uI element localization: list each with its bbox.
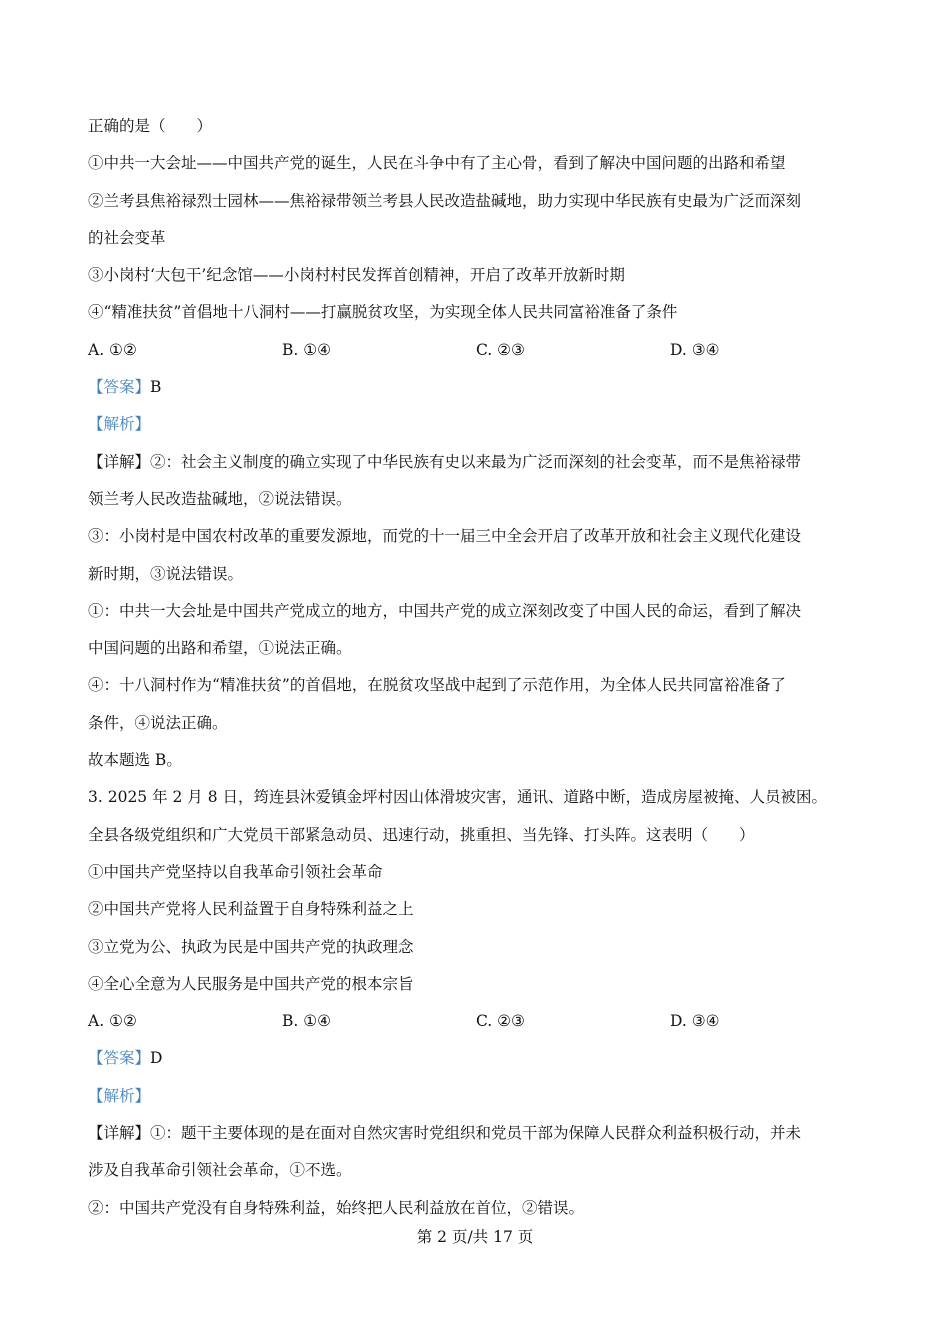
q2-detail-3: ①：中共一大会址是中国共产党成立的地方，中国共产党的成立深刻改变了中国人民的命运，看到了解决 <box>88 601 802 620</box>
page-footer: 第 2 页/共 17 页 <box>416 1228 534 1246</box>
q2-detail-3-cont: 中国问题的出路和希望，①说法正确。 <box>88 639 352 658</box>
answer-value: D <box>150 1049 163 1068</box>
q2-statement-2: ②兰考县焦裕禄烈士园林——焦裕禄带领兰考县人民改造盐碱地，助力实现中华民族有史最为广泛而深刻 <box>88 191 802 210</box>
detail-label: 【详解】 <box>88 1124 151 1143</box>
q3-option-d: D. ③④ <box>670 1012 720 1031</box>
q2-option-a: A. ①② <box>88 340 137 359</box>
answer-label: 【答案】 <box>88 378 151 397</box>
q2-answer <box>88 369 878 406</box>
q3-stem: 3. 2025 年 2 月 8 日，筠连县沐爱镇金坪村因山体滑坡灾害，通讯、道路中断，造成房屋被掩、人员被困。 <box>88 788 828 807</box>
q3-detail-1-cont: 涉及自我革命引领社会革命，①不选。 <box>88 1161 352 1180</box>
answer-label: 【答案】 <box>88 1049 151 1068</box>
q2-detail-2: ③：小岗村是中国农村改革的重要发源地，而党的十一届三中全会开启了改革开放和社会主义现代化建设 <box>88 527 802 546</box>
detail-text: ②：社会主义制度的确立实现了中华民族有史以来最为广泛而深刻的社会变革，而不是焦裕禄带 <box>150 452 802 471</box>
q2-detail-4: ④：十八洞村作为“精准扶贫”的首倡地，在脱贫攻坚战中起到了示范作用，为全体人民共同富裕准备了 <box>88 676 786 695</box>
q2-statement-4: ④“精准扶贫”首倡地十八洞村——打赢脱贫攻坚，为实现全体人民共同富裕准备了条件 <box>88 303 678 322</box>
q2-statement-3: ③小岗村‘大包干’纪念馆——小岗村村民发挥首创精神，开启了改革开放新时期 <box>88 266 625 285</box>
q2-options <box>88 332 878 369</box>
detail-text: ①：题干主要体现的是在面对自然灾害时党组织和党员干部为保障人民群众利益积极行动，并未 <box>150 1124 802 1143</box>
q2-option-d: D. ③④ <box>670 340 720 359</box>
q3-stem-cont: 全县各级党组织和广大党员干部紧急动员、迅速行动，挑重担、当先锋、打头阵。这表明（ ） <box>88 825 755 844</box>
detail-label: 【详解】 <box>88 452 151 471</box>
q2-conclusion: 故本题选 B。 <box>88 751 182 770</box>
q3-option-b: B. ①④ <box>282 1012 332 1031</box>
q2-detail-1 <box>88 444 878 481</box>
q2-option-c: C. ②③ <box>476 340 525 359</box>
document-body <box>88 108 878 1227</box>
q2-detail-4-cont: 条件，④说法正确。 <box>88 713 228 732</box>
q3-statement-3: ③立党为公、执政为民是中国共产党的执政理念 <box>88 937 414 956</box>
q3-detail-1 <box>88 1115 878 1152</box>
q3-analysis-label: 【解析】 <box>88 1086 151 1105</box>
q3-option-a: A. ①② <box>88 1012 137 1031</box>
q3-options <box>88 1003 878 1040</box>
q3-detail-2: ②：中国共产党没有自身特殊利益，始终把人民利益放在首位，②错误。 <box>88 1198 585 1217</box>
q2-analysis-label: 【解析】 <box>88 415 151 434</box>
q3-statement-4: ④全心全意为人民服务是中国共产党的根本宗旨 <box>88 974 414 993</box>
q2-detail-1-cont: 领兰考人民改造盐碱地，②说法错误。 <box>88 489 352 508</box>
q2-detail-2-cont: 新时期，③说法错误。 <box>88 564 244 583</box>
answer-value: B <box>150 378 162 397</box>
q2-statement-2-cont: 的社会变革 <box>88 228 166 247</box>
q3-statement-2: ②中国共产党将人民利益置于自身特殊利益之上 <box>88 900 414 919</box>
q2-stem-tail: 正确的是（ ） <box>88 117 213 135</box>
q3-statement-1: ①中国共产党坚持以自我革命引领社会革命 <box>88 862 383 881</box>
q3-option-c: C. ②③ <box>476 1012 525 1031</box>
q2-statement-1: ①中共一大会址——中国共产党的诞生，人民在斗争中有了主心骨，看到了解决中国问题的出路和希望 <box>88 154 786 173</box>
q3-answer <box>88 1040 878 1077</box>
q2-option-b: B. ①④ <box>282 340 332 359</box>
